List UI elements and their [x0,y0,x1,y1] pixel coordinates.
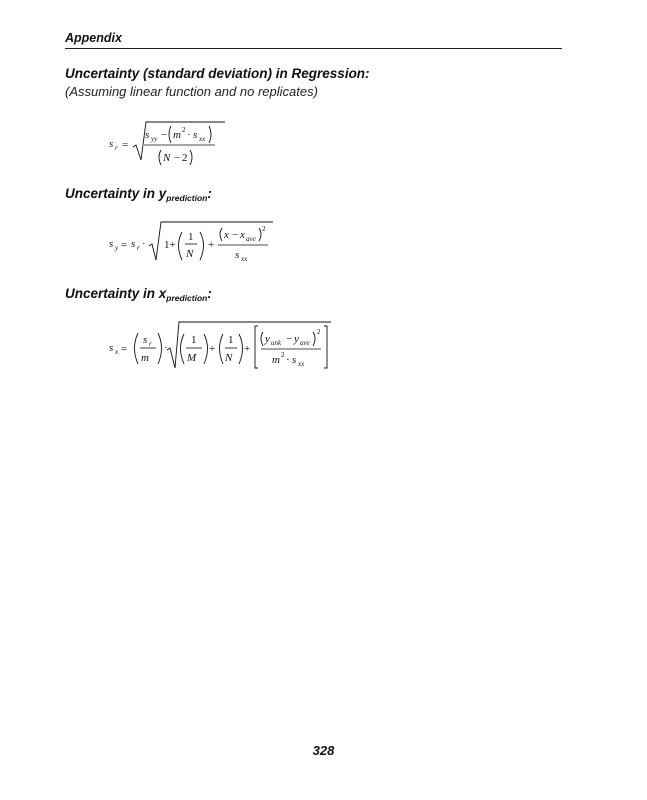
svg-text:2: 2 [281,351,285,359]
svg-text:2: 2 [182,126,186,134]
svg-text:y: y [294,333,299,345]
svg-text:−: − [232,229,239,241]
svg-text:·: · [164,342,168,354]
svg-text:2: 2 [317,328,321,336]
formula-sy-graphic [105,214,285,274]
x-prediction-colon: : [207,286,212,301]
svg-text:2: 2 [262,225,266,233]
svg-text:s: s [143,334,148,346]
formula-sr [105,114,235,180]
header-rule [65,48,562,49]
svg-text:xx: xx [241,255,248,263]
svg-text:−: − [161,129,168,141]
y-prediction-colon: : [207,186,212,201]
svg-text:s: s [145,129,150,141]
page-number: 328 [312,743,335,758]
svg-text:ave: ave [246,235,256,243]
svg-text:s: s [292,354,297,366]
svg-text:x: x [224,229,229,241]
section-heading-regression: Uncertainty (standard deviation) in Regression: [65,66,370,81]
svg-text:s: s [131,238,136,250]
svg-text:s: s [109,138,114,150]
y-prediction-title: Uncertainty in y [65,186,167,201]
svg-text:1: 1 [188,231,194,243]
svg-text:1+: 1+ [164,239,176,251]
svg-text:r: r [137,244,140,252]
x-prediction-subscript: prediction [166,293,208,303]
svg-text:xx: xx [199,135,206,143]
svg-text:m: m [141,352,149,364]
svg-text:M: M [187,352,197,364]
svg-text:=: = [121,343,128,355]
y-prediction-subscript: prediction [166,193,208,203]
svg-text:m: m [173,129,181,141]
section-subheading-regression: (Assuming linear function and no replicates) [65,84,318,99]
svg-text:x: x [115,348,119,356]
svg-text:s: s [235,249,240,261]
section-heading-x-prediction [65,286,212,303]
formula-sr-graphic [105,114,235,176]
svg-text:·: · [286,354,290,366]
svg-text:yy: yy [151,135,158,143]
svg-text:−: − [174,152,181,164]
svg-text:=: = [121,239,128,251]
svg-text:s: s [109,238,114,250]
svg-text:+: + [209,343,216,355]
svg-text:N: N [163,152,171,164]
x-prediction-title: Uncertainty in x [65,286,167,301]
svg-text:+: + [244,343,251,355]
formula-sx-graphic [105,316,345,380]
svg-text:·: · [187,129,191,141]
svg-text:1: 1 [228,334,234,346]
svg-text:=: = [122,139,129,151]
svg-text:m: m [272,354,280,366]
svg-text:r: r [115,144,118,152]
svg-text:ave: ave [300,339,310,347]
svg-text:1: 1 [191,334,197,346]
svg-text:s: s [109,342,114,354]
svg-text:+: + [208,239,215,251]
svg-text:N: N [225,352,233,364]
formula-sy [105,214,285,278]
section-heading-y-prediction [65,186,212,203]
formula-sx [105,316,345,384]
svg-text:xx: xx [298,360,305,368]
svg-text:−: − [286,333,293,345]
svg-text:N: N [186,248,194,260]
svg-text:x: x [240,229,245,241]
svg-text:y: y [265,333,270,345]
svg-text:2: 2 [182,152,188,164]
svg-text:r: r [149,340,152,348]
svg-text:·: · [142,238,146,250]
svg-text:unk: unk [271,339,282,347]
svg-text:y: y [115,244,119,252]
running-header: Appendix [65,31,122,45]
svg-text:s: s [193,129,198,141]
